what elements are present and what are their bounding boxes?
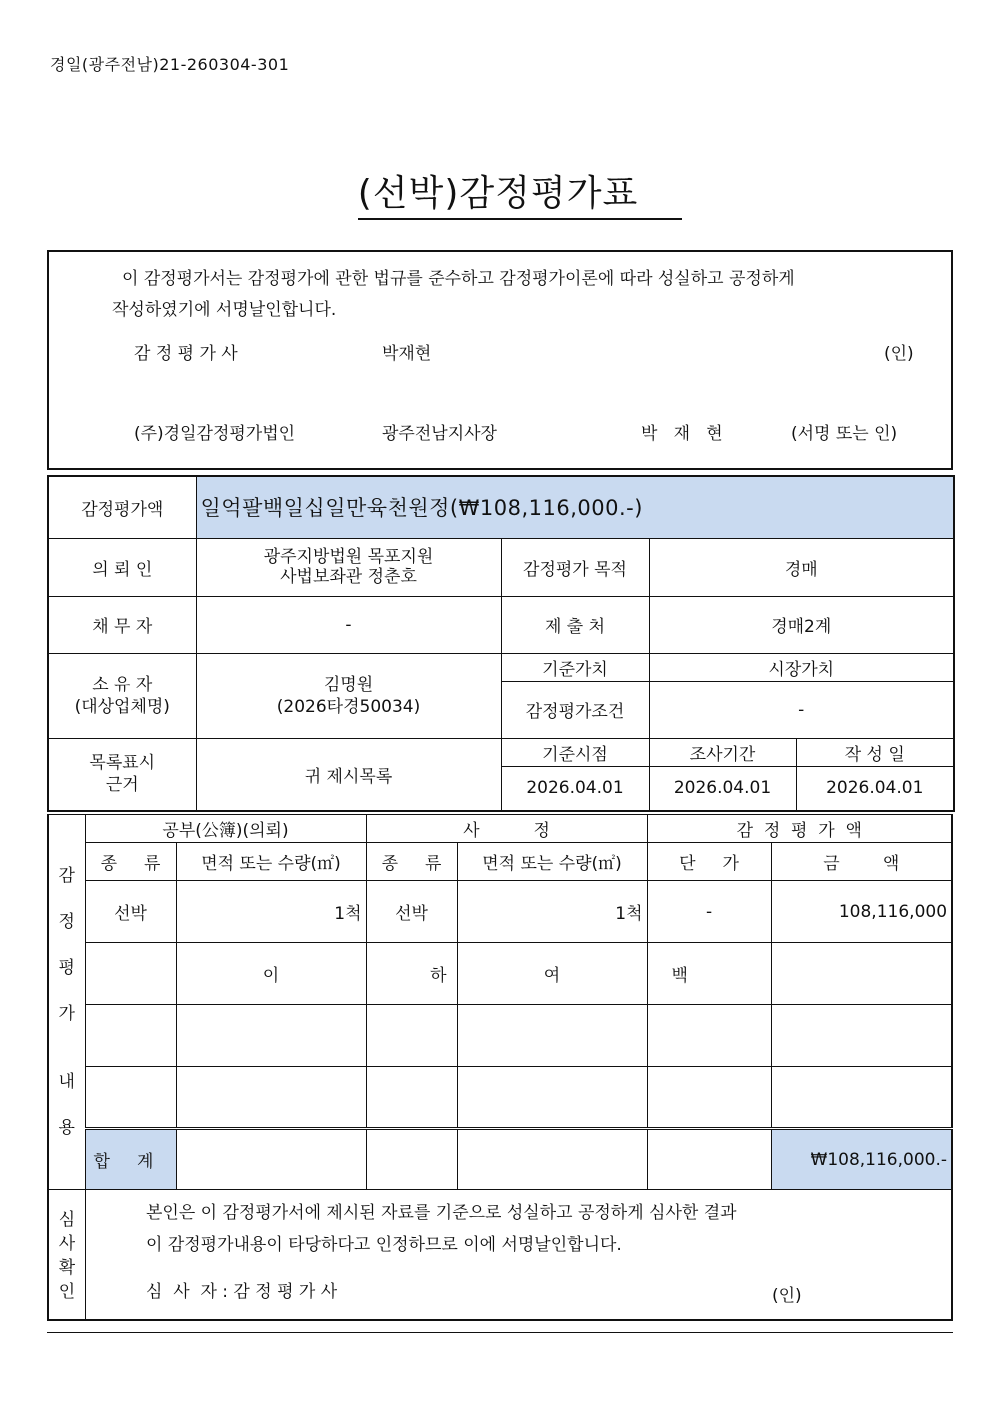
empty-cell [647,1129,771,1190]
empty-cell [176,1005,366,1067]
branch-head-seal: (서명 또는 인) [791,424,898,444]
header-kind: 종 류 [85,843,176,881]
row1-kind-2: 선박 [366,881,457,943]
base-date-label: 기준시점 [501,738,649,766]
owner [196,653,501,738]
reviewer-label: 심 사 자 : 감 정 평 가 사 [146,1282,338,1302]
condition-value: - [649,681,954,738]
empty-cell [647,1067,771,1129]
row1-qty-2: 1척 [457,881,647,943]
header-unit-price: 단 가 [647,843,771,881]
total-amount: ₩108,116,000.- [771,1129,952,1190]
empty-cell [457,1129,647,1190]
row2-d: 백 [647,943,771,1005]
header-amount: 금 액 [771,843,952,881]
header-area: 면적 또는 수량(㎡) [176,843,366,881]
owner-label [48,653,196,738]
row1-kind: 선박 [85,881,176,943]
table-row [48,943,952,1005]
review-char-3: 확 [58,1258,76,1278]
row2-b: 하 [366,943,457,1005]
review-char-4: 인 [58,1282,76,1302]
row2-a: 이 [176,943,366,1005]
purpose-value: 경매 [649,538,954,596]
row2-empty [85,943,176,1005]
empty-cell [85,1067,176,1129]
debtor-value: - [196,596,501,653]
survey-date: 2026.04.01 [649,766,796,811]
list-basis-label-line-1: 목록표시 [89,753,156,774]
empty-cell [457,1067,647,1129]
branch-title: 광주전남지사장 [382,424,497,444]
appraised-value: 일억팔백일십일만육천원정(₩108,116,000.-) [196,476,954,538]
appraiser-label: 감 정 평 가 사 [134,344,238,364]
side-char-6: 용 [58,1118,75,1138]
document-number: 경일(광주전남)21-260304-301 [50,55,290,74]
basis-value-label: 기준가치 [501,653,649,681]
owner-name: 김명원 [323,674,374,695]
survey-period-label: 조사기간 [649,738,796,766]
condition-label: 감정평가조건 [501,681,649,738]
list-basis-value: 귀 제시목록 [196,738,501,811]
written-date: 2026.04.01 [796,766,954,811]
appraiser-seal: (인) [884,344,914,364]
title-wrapper [0,165,1000,220]
bottom-divider [47,1332,953,1333]
row1-qty: 1척 [176,881,366,943]
review-char-1: 심 [58,1210,76,1230]
owner-label-line-1: 소 유 자 [92,674,153,695]
submit-value: 경매2계 [649,596,954,653]
branch-head-name: 박 재 현 [641,424,723,444]
empty-cell [771,1067,952,1129]
table-row [48,1067,952,1129]
empty-cell [176,1129,366,1190]
company-name: (주)경일감정평가법인 [134,424,296,444]
row2-c: 여 [457,943,647,1005]
review-line-2: 이 감정평가내용이 타당하다고 인정하므로 이에 서명날인합니다. [146,1235,622,1255]
reviewer-seal: (인) [772,1286,802,1306]
row2-empty-2 [771,943,952,1005]
table-row [48,1005,952,1067]
value-label: 감정평가액 [48,476,196,538]
declaration-box [47,250,953,470]
empty-cell [366,1005,457,1067]
basis-value: 시장가치 [649,653,954,681]
case-number: (2026타경50034) [276,696,421,717]
review-side-label [49,1190,86,1319]
total-label: 합 계 [85,1129,176,1190]
header-area-2: 면적 또는 수량(㎡) [457,843,647,881]
empty-cell [647,1005,771,1067]
requester-line-2: 사법보좌관 정춘호 [280,567,417,587]
total-row [48,1129,952,1190]
list-basis-label-line-2: 근거 [105,775,139,796]
table-row [48,881,952,943]
side-char-3: 평 [58,958,75,978]
content-side-label [48,815,85,1190]
page-title: (선박)감정평가표 [358,165,683,220]
empty-cell [366,1067,457,1129]
purpose-label: 감정평가 목적 [501,538,649,596]
row1-amount: 108,116,000 [771,881,952,943]
header-kind-2: 종 류 [366,843,457,881]
requester-line-1: 광주지방법원 목포지원 [263,547,434,567]
summary-table [47,475,955,812]
requester [196,538,501,596]
review-char-2: 사 [58,1234,76,1254]
side-char-5: 내 [58,1072,75,1092]
group-inspect: 사 정 [366,815,647,843]
group-value: 감 정 평 가 액 [647,815,952,843]
empty-cell [176,1067,366,1129]
empty-cell [771,1005,952,1067]
declaration-line-1: 이 감정평가서는 감정평가에 관한 법규를 준수하고 감정평가이론에 따라 성실하고 공정하게 [122,269,795,289]
base-date: 2026.04.01 [501,766,649,811]
group-registry: 공부(公簿)(의뢰) [85,815,366,843]
debtor-label: 채 무 자 [48,596,196,653]
side-char-4: 가 [58,1004,75,1024]
empty-cell [366,1129,457,1190]
review-line-1: 본인은 이 감정평가서에 제시된 자료를 기준으로 성실하고 공정하게 심사한 결과 [146,1203,737,1223]
declaration-line-2: 작성하였기에 서명날인합니다. [112,300,337,320]
owner-label-line-2: (대상업체명) [74,696,170,717]
appraiser-name: 박재현 [382,344,432,364]
empty-cell [457,1005,647,1067]
review-box [47,1189,953,1321]
row1-unit-price: - [647,881,771,943]
written-date-label: 작 성 일 [796,738,954,766]
empty-cell [85,1005,176,1067]
requester-label: 의 뢰 인 [48,538,196,596]
appraisal-content-table [47,814,953,1190]
side-char-1: 감 [58,866,75,886]
submit-label: 제 출 처 [501,596,649,653]
side-char-2: 정 [58,912,75,932]
list-basis-label [48,738,196,811]
